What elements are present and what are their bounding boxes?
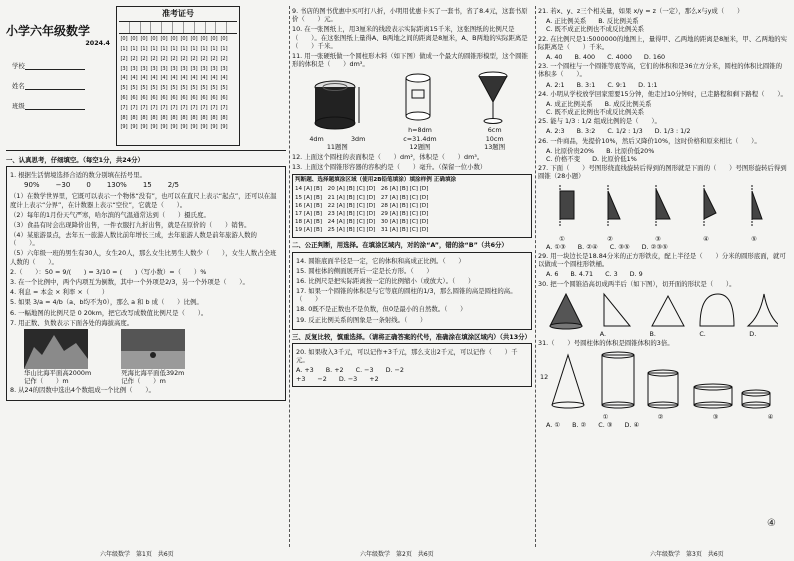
- ticket-digit-bubble[interactable]: [2]: [170, 55, 178, 62]
- question-17: 17. 如果一个圆锥的体积是与它等底的圆柱的1/3，那么圆锥的高是圆柱的高。（ ）: [296, 287, 517, 304]
- ticket-digit-row[interactable]: [119, 94, 237, 104]
- q31-marks: ① ② ③ ④: [602, 413, 774, 422]
- ticket-digit-bubble[interactable]: [6]: [190, 95, 198, 102]
- ticket-digit-bubble[interactable]: [0]: [160, 36, 168, 43]
- question-19: 19. 反正比例关系的图象是一条射线。（ ）: [296, 315, 427, 324]
- dim-4dm: 4dm: [309, 134, 324, 143]
- ticket-digit-bubble[interactable]: [3]: [150, 65, 158, 72]
- ticket-digit-bubble[interactable]: [6]: [210, 95, 218, 102]
- ticket-digit-bubble[interactable]: [1]: [180, 46, 188, 53]
- ticket-digit-bubble[interactable]: [6]: [150, 95, 158, 102]
- ticket-digit-bubble[interactable]: [8]: [140, 114, 148, 121]
- cone-glass-figure: [475, 70, 515, 126]
- name-label: 姓名: [12, 81, 25, 90]
- question-1-2: （2）每年的1月份天气严寒，哈尔滨的气温通常达到（ ）摄氏度。: [10, 210, 210, 219]
- q20-options: A. +3 B. +2 C. −3 D. −2: [296, 366, 404, 375]
- dead-sea-record: 记作（ ）m: [121, 377, 166, 386]
- column-divider-1: [289, 6, 290, 547]
- question-1-4: （4）某旅游景点，去年五一旅游人数比前年增长三成，去年旅游人数是前年旅游人数的（ ）。: [10, 231, 257, 248]
- question-20: 20. 如果收入3千元，可以记作+3千元，那么支出2千元，可以记作（ ）千元。: [296, 348, 518, 365]
- section-3-heading: 三、反复比较，慎重选择。（请将正确答案的代号，准确涂在填涂区域内）（共13分）: [292, 332, 531, 341]
- ticket-digit-bubble[interactable]: [0]: [170, 36, 178, 43]
- footer-page-1: 六年级数学 第1页 共6页: [100, 551, 174, 559]
- ticket-digit-bubble[interactable]: [1]: [130, 46, 138, 53]
- ticket-digit-bubble[interactable]: [5]: [190, 85, 198, 92]
- column-1: [6, 6, 286, 547]
- question-31: 31.（ ）号圆柱体的体积是圆锥体积的3倍。: [538, 338, 674, 347]
- ticket-digit-bubble[interactable]: [1]: [140, 46, 148, 53]
- question-26: 26. 一件商品，先提价10%，然后又降价10%，这时价格和原来相比（ ）。: [538, 136, 761, 145]
- answer-row[interactable]: 15 [A] [B] 21 [A] [B] [C] [D] 27 [A] [B] [C] [D]: [295, 194, 429, 201]
- ticket-digit-row[interactable]: [119, 55, 237, 65]
- ticket-digit-bubble[interactable]: [0]: [200, 36, 208, 43]
- question-2: 2.（ ）：50 = 9/( ) = 3/10 = ( )（写小数）=（ ）%: [10, 267, 207, 276]
- question-1-1: （1）在数学世界里，它既可以表示一个物体“没有”，也可以在直尺上表示“起点”，还可以在温度计上表示“分界”，在计数器上表示“空位”，它就是（ ）。: [10, 192, 277, 209]
- question-29: 29. 用一块边长是18.84分米的正方形铁皮，配上半径是（ ）分米的圆形底面，就可以做成一个圆柱形铁桶。: [538, 251, 786, 269]
- ticket-digit-bubble[interactable]: [4]: [130, 75, 138, 82]
- answer-row[interactable]: 14 [A] [B] 20 [A] [B] [C] [D] 26 [A] [B] [C] [D]: [295, 186, 429, 193]
- ticket-digit-bubble[interactable]: [8]: [130, 114, 138, 121]
- ticket-digit-bubble[interactable]: [0]: [120, 36, 128, 43]
- school-input[interactable]: [25, 63, 85, 70]
- ticket-digit-bubble[interactable]: [2]: [130, 55, 138, 62]
- answer-row[interactable]: 18 [A] [B] 24 [A] [B] [C] [D] 30 [A] [B] [C] [D]: [295, 219, 429, 226]
- ticket-digit-bubble[interactable]: [3]: [140, 65, 148, 72]
- ticket-digit-bubble[interactable]: [8]: [190, 114, 198, 121]
- figures-11-13: [292, 70, 532, 151]
- ticket-digit-bubble[interactable]: [0]: [150, 36, 158, 43]
- q23-options: A. 2:1 B. 3:1 C. 9:1 D. 1:1: [546, 80, 658, 89]
- class-input[interactable]: [25, 103, 85, 110]
- ticket-digit-bubble[interactable]: [6]: [200, 95, 208, 102]
- ticket-digit-bubble[interactable]: [7]: [140, 104, 148, 111]
- cone-cut-options-figure: [538, 290, 778, 330]
- class-label: 班级: [12, 101, 25, 110]
- ticket-digit-bubble[interactable]: [2]: [210, 55, 218, 62]
- name-input[interactable]: [25, 83, 85, 90]
- ticket-digit-bubble[interactable]: [5]: [180, 85, 188, 92]
- ticket-digit-bubble[interactable]: [9]: [160, 124, 168, 131]
- question-12: 12. 上面这个圆柱的表面积是（ ）dm²，体积是（ ）dm³。: [292, 152, 484, 161]
- dim-10cm: 10cm: [485, 134, 504, 143]
- ticket-digit-bubble[interactable]: [8]: [150, 114, 158, 121]
- answer-row[interactable]: 17 [A] [B] 23 [A] [B] [C] [D] 29 [A] [B] [C] [D]: [295, 210, 429, 217]
- ticket-digit-bubble[interactable]: [5]: [220, 85, 228, 92]
- question-16: 16. 比例尺是把实际距离按一定的比例缩小（或放大）。（ ）: [296, 276, 475, 285]
- ticket-digit-bubble[interactable]: [8]: [120, 114, 128, 121]
- ticket-digit-bubble[interactable]: [5]: [120, 85, 128, 92]
- dim-6cm: 6cm: [487, 126, 502, 135]
- ticket-digit-bubble[interactable]: [9]: [170, 124, 178, 131]
- section-1-heading: 一、认真思考，仔细填空。（每空1分，共24分）: [6, 156, 144, 164]
- question-8: 8. 从24的因数中选出4个数组成一个比例（ ）。: [10, 386, 155, 395]
- q24-options: A. 成正比例关系 B. 成反比例关系 C. 既不成正比例也不成反比例关系: [546, 99, 652, 117]
- ticket-digit-row[interactable]: [119, 84, 237, 94]
- footer-page-3: 六年级数学 第3页 共6页: [650, 551, 724, 559]
- ticket-digit-bubble[interactable]: [4]: [140, 75, 148, 82]
- question-1-3: （3）食品有时会出现降价出售，一件衣服打九折出售，就是在原价的（ ）销售。: [10, 220, 251, 229]
- ticket-digit-bubble[interactable]: [4]: [190, 75, 198, 82]
- ticket-digit-bubble[interactable]: [9]: [210, 124, 218, 131]
- ticket-digit-bubble[interactable]: [0]: [220, 36, 228, 43]
- ticket-digit-bubble[interactable]: [9]: [200, 124, 208, 131]
- ticket-digit-bubble[interactable]: [5]: [140, 85, 148, 92]
- answer-row[interactable]: 19 [A] [B] 25 [A] [B] [C] [D] 31 [A] [B] [C] [D]: [295, 227, 429, 234]
- ticket-digit-bubble[interactable]: [1]: [200, 46, 208, 53]
- ticket-digit-bubble[interactable]: [4]: [170, 75, 178, 82]
- dead-sea-caption: 死海比海平面低392m: [121, 368, 185, 377]
- ticket-digit-bubble[interactable]: [1]: [150, 46, 158, 53]
- huashan-photo: [24, 329, 88, 369]
- question-14: 14. 圆锥底面半径是一定，它的体积和高成正比例。（ ）: [296, 256, 465, 265]
- question-5: 5. 如果 3/a = 4/b（a、b均不为0），那么 a 和 b 成（ ）比例。: [10, 298, 203, 307]
- cylinders-cone-figure: [538, 349, 778, 413]
- question-4: 4. 利息 = 本金 × 利率 ×（ ）: [10, 288, 109, 297]
- huashan-caption: 华山比海平面高2000m: [24, 368, 92, 377]
- column-2: [292, 6, 532, 547]
- ticket-digit-bubble[interactable]: [4]: [150, 75, 158, 82]
- ticket-digit-bubble[interactable]: [8]: [220, 114, 228, 121]
- question-27: 27. 下面（ ）号图形绕直线旋转后得到的图形就是下面的（ ）号图形旋转后得到圆锥（28小题）: [538, 164, 787, 181]
- ticket-digit-bubble[interactable]: [7]: [150, 104, 158, 111]
- ticket-digit-bubble[interactable]: [3]: [200, 65, 208, 72]
- ticket-digit-bubble[interactable]: [1]: [210, 46, 218, 53]
- ticket-digit-bubble[interactable]: [1]: [190, 46, 198, 53]
- question-7: 7. 用正数、负数表示下面各处的海拔高度。: [10, 318, 134, 327]
- footer-page-2: 六年级数学 第2页 共6页: [360, 551, 434, 559]
- question-10: 10. 在一张图纸上，用3厘米的线段表示实际距离15千米，这张图纸的比例尺是（ ）。在这张图纸上量得A、B两地之间的距离是8厘米，A、B两地的实际距离是（ ）千米。: [292, 25, 528, 50]
- ticket-digit-bubble[interactable]: [3]: [130, 65, 138, 72]
- q30-options: A. B. C. D.: [599, 329, 757, 338]
- question-15: 15. 圆柱体的侧面展开后一定是长方形。（ ）: [296, 266, 433, 275]
- question-22: 22. 在比例尺是1:5000000的地图上，量得甲、乙两地的距离是8厘米，甲、乙两地的实际距离是（ ）千米。: [538, 34, 788, 51]
- ticket-digit-bubble[interactable]: [2]: [220, 55, 228, 62]
- q29-options: A. 6 B. 4.71 C. 3 D. 9: [546, 270, 643, 279]
- ticket-digit-bubble[interactable]: [6]: [170, 95, 178, 102]
- question-30: 30. 把一个圆锥沿高切成两半后（如下图），切开面的形状是（ ）。: [538, 279, 736, 288]
- ticket-digit-bubble[interactable]: [0]: [180, 36, 188, 43]
- ticket-digit-bubble[interactable]: [0]: [210, 36, 218, 43]
- ticket-digit-bubble[interactable]: [7]: [190, 104, 198, 111]
- ticket-digit-bubble[interactable]: [1]: [160, 46, 168, 53]
- ticket-digit-bubble[interactable]: [5]: [210, 85, 218, 92]
- ticket-digit-bubble[interactable]: [4]: [180, 75, 188, 82]
- huashan-record: 记作（ ）m: [24, 377, 69, 386]
- ticket-digit-bubble[interactable]: [6]: [220, 95, 228, 102]
- ticket-digit-bubble[interactable]: [6]: [160, 95, 168, 102]
- question-21: 21. 若x、y、z三个相关量，如果 x/y = z（一定），那么x与y成（ ）: [538, 7, 744, 15]
- column-3: 21. 若x、y、z三个相关量，如果 x/y = z（一定），那么x与y成（ ） A. 正比例关系 B. 反比例关系 C. 既不成正比例也不成反比例关系 22. 在比例尺是1:5000000的地图上，量得甲、乙两地的距离是8厘米，甲、乙两地的实际距离是（ ）千米。 A. 40 B. 400 C. 4000 D. 160 23. 一个圆柱与一个圆锥等底等高，它们的体积和是36立方分米，圆柱的体积比圆锥的体积多（ ）。 A. 2:1 B. 3:1 C. 9:1 D. 1:1 24. 小明从学校放学回家需要15分钟，他走过10分钟时，已走路程和剩下路程（ ）。 A. 成正比例关系 B. 成反比例关系 C. 既不成正比例也不成反比例关系 25. 能与 1/3 : 1/2 组成比例的是（ ）。 A. 2:3 B. 3:2 C. 1/2 : 1/3 D. 1/3 : 1/2 26. 一件商品，先提价10%，然后又降价10%，这时价格和原来相比（ ）。 A. 比原价贵20% B. 比原价低20% C. 价格不变 D. 比原价低1% 27. 下面（ ）号图形绕直线旋转后得到的图形就是下面的（ ）号图形旋转后得到圆锥（28小题） ① ② ③ ④ ⑤ A. ①③ B. ②④ C. ③⑤ D. ②③⑤ 29. 用一块边长是18.84分米的正方形铁皮，配上半径是（ ）分米的圆形底面，就可以做成一个圆柱形铁桶。 A. 6 B. 4.71 C. 3 D. 9 30. 把一个圆锥沿高切成两半后（如下图），切开面的形状是（ ）。 A. B. C. D. 31.（ ）号圆柱体的体积是圆锥体积的3倍。 12 ① ② ③ ④ A. ① B. ② C. ③ D. ④: [538, 6, 788, 547]
- ticket-digit-bubble[interactable]: [3]: [190, 65, 198, 72]
- ticket-number-grid[interactable]: [116, 6, 240, 146]
- ticket-digit-bubble[interactable]: [9]: [130, 124, 138, 131]
- question-13: 13. 上面这个圆锥形容器的容积约是（ ）毫升。（保留一位小数）: [292, 163, 487, 172]
- fig-13-caption: 13题图: [484, 142, 506, 151]
- ticket-digit-bubble[interactable]: [1]: [220, 46, 228, 53]
- ticket-digit-bubble[interactable]: [2]: [140, 55, 148, 62]
- question-1: 1. 根据生活情境选择合适的数分别填在括号里。: [10, 171, 146, 180]
- q31-options: A. ① B. ② C. ③ D. ④: [546, 421, 640, 430]
- ticket-digit-bubble[interactable]: [7]: [200, 104, 208, 111]
- ticket-digit-bubble[interactable]: [3]: [170, 65, 178, 72]
- exam-date: 2024.4: [85, 39, 110, 48]
- ticket-label: 准考证号: [119, 9, 237, 22]
- ticket-digit-row[interactable]: [119, 123, 237, 133]
- ticket-digit-bubble[interactable]: [9]: [220, 124, 228, 131]
- ticket-digit-bubble[interactable]: [4]: [160, 75, 168, 82]
- q21-options: A. 正比例关系 B. 反比例关系 C. 既不成正比例也不成反比例关系: [546, 17, 644, 34]
- dim-8dm: h=8dm: [408, 126, 432, 135]
- ticket-digit-bubble[interactable]: [5]: [130, 85, 138, 92]
- ticket-digit-bubble[interactable]: [2]: [160, 55, 168, 62]
- ticket-digit-bubble[interactable]: [9]: [180, 124, 188, 131]
- ticket-digit-bubble[interactable]: [7]: [130, 104, 138, 111]
- dead-sea-photo: [121, 329, 185, 369]
- ticket-digit-bubble[interactable]: [2]: [120, 55, 128, 62]
- ticket-digit-bubble[interactable]: [8]: [160, 114, 168, 121]
- ticket-digit-bubble[interactable]: [6]: [180, 95, 188, 102]
- question-11: 11. 用一张硬纸做一个圆柱形木料（如下图）做成一个最大的圆锥形模型，这个圆锥形的体积是（ ）dm³。: [292, 51, 528, 69]
- q27-marks: ① ② ③ ④ ⑤: [559, 234, 757, 243]
- ticket-digit-bubble[interactable]: [1]: [120, 46, 128, 53]
- ticket-digit-bubble[interactable]: [5]: [150, 85, 158, 92]
- page-mark: ④: [767, 518, 776, 530]
- question-9: 9. 书店的图书优惠中买可打八折，小明用优惠卡买了一套书，省了8.4元，这套书原价（ ）元。: [292, 7, 528, 24]
- ticket-digit-bubble[interactable]: [2]: [150, 55, 158, 62]
- question-3: 3. 在一个比例中，两个内项互为倒数，其中一个外项是2/3，另一个外项是（ ）。: [10, 278, 249, 287]
- q22-options: A. 40 B. 400 C. 4000 D. 160: [546, 52, 666, 61]
- question-6: 6. 一幅地图的比例尺是 0 20km，把它改写成数值比例尺是（ ）。: [10, 308, 208, 317]
- section-2-heading: 二、公正判断，用选择。在填涂区域内，对的涂“A”，错的涂“B”（共6分）: [292, 241, 508, 250]
- ticket-digit-row[interactable]: [119, 74, 237, 84]
- ticket-digit-bubbles[interactable]: [119, 34, 237, 133]
- ticket-digit-bubble[interactable]: [7]: [170, 104, 178, 111]
- answer-bubble-area[interactable]: [292, 174, 532, 238]
- ticket-digit-bubble[interactable]: [6]: [130, 95, 138, 102]
- ticket-digit-bubble[interactable]: [3]: [210, 65, 218, 72]
- ticket-digit-bubble[interactable]: [8]: [180, 114, 188, 121]
- ticket-digit-bubble[interactable]: [6]: [140, 95, 148, 102]
- q1-number-list: 90% −30 0 130% 15 2/5: [24, 181, 180, 190]
- ticket-digit-bubble[interactable]: [2]: [200, 55, 208, 62]
- q25-options: A. 2:3 B. 3:2 C. 1/2 : 1/3 D. 1/3 : 1/2: [546, 127, 691, 136]
- ticket-digit-bubble[interactable]: [9]: [150, 124, 158, 131]
- answer-area-title: 判断题、选择题填涂区域（使用2B铅笔填涂）填涂样例 正确填涂: [295, 177, 457, 184]
- ticket-digit-bubble[interactable]: [2]: [190, 55, 198, 62]
- cylinder-figure: [400, 70, 440, 126]
- exam-title: 小学六年级数学: [6, 24, 91, 38]
- ticket-digit-row[interactable]: [119, 114, 237, 124]
- ticket-digit-bubble[interactable]: [0]: [130, 36, 138, 43]
- question-23: 23. 一个圆柱与一个圆锥等底等高，它们的体积和是36立方分米，圆柱的体积比圆锥的体积多（ ）。: [538, 62, 782, 79]
- ticket-digit-bubble[interactable]: [7]: [180, 104, 188, 111]
- answer-row[interactable]: 16 [A] [B] 22 [A] [B] [C] [D] 28 [A] [B] [C] [D]: [295, 202, 429, 209]
- ticket-digit-bubble[interactable]: [3]: [120, 65, 128, 72]
- dim-3dm: 3dm: [350, 134, 366, 143]
- ticket-digit-bubble[interactable]: [5]: [200, 85, 208, 92]
- ticket-digit-bubble[interactable]: [1]: [170, 46, 178, 53]
- ticket-digit-bubble[interactable]: [8]: [170, 114, 178, 121]
- ticket-digit-bubble[interactable]: [7]: [210, 104, 218, 111]
- ticket-digit-bubble[interactable]: [3]: [220, 65, 228, 72]
- ticket-digit-row[interactable]: [119, 45, 237, 55]
- dim-c: c=31.4dm: [403, 134, 437, 143]
- ticket-digit-bubble[interactable]: [9]: [190, 124, 198, 131]
- ticket-digit-bubble[interactable]: [4]: [220, 75, 228, 82]
- ticket-digit-bubble[interactable]: [4]: [200, 75, 208, 82]
- q28-options: A. ①③ B. ②④ C. ③⑤ D. ②③⑤: [546, 242, 668, 251]
- cylinder-log-figure: [309, 79, 365, 135]
- ticket-digit-bubble[interactable]: [0]: [190, 36, 198, 43]
- q20-options-2: +3 −2 D. −3 +2: [296, 374, 379, 383]
- ticket-digit-bubble[interactable]: [2]: [180, 55, 188, 62]
- ticket-digit-row[interactable]: [119, 65, 237, 75]
- ticket-digit-row[interactable]: [119, 35, 237, 45]
- school-label: 学校: [12, 61, 25, 70]
- ticket-digit-bubble[interactable]: [0]: [140, 36, 148, 43]
- ticket-digit-bubble[interactable]: [5]: [160, 85, 168, 92]
- question-18: 18. 0既不是正数也不是负数，但0是最小的自然数。（ ）: [296, 305, 467, 314]
- rotation-shapes-figure: [538, 183, 778, 235]
- ticket-digit-bubble[interactable]: [9]: [140, 124, 148, 131]
- ticket-digit-bubble[interactable]: [7]: [160, 104, 168, 111]
- ticket-digit-bubble[interactable]: [3]: [160, 65, 168, 72]
- ticket-digit-bubble[interactable]: [7]: [220, 104, 228, 111]
- ticket-digit-bubble[interactable]: [6]: [120, 95, 128, 102]
- ticket-digit-bubble[interactable]: [9]: [120, 124, 128, 131]
- q26-options: A. 比原价贵20% B. 比原价低20% C. 价格不变 D. 比原价低1%: [546, 146, 655, 163]
- ticket-digit-bubble[interactable]: [5]: [170, 85, 178, 92]
- question-25: 25. 能与 1/3 : 1/2 组成比例的是（ ）。: [538, 117, 661, 126]
- ticket-digit-bubble[interactable]: [7]: [120, 104, 128, 111]
- question-24: 24. 小明从学校放学回家需要15分钟，他走过10分钟时，已走路程和剩下路程（ ）。: [538, 89, 787, 98]
- ticket-digit-bubble[interactable]: [8]: [200, 114, 208, 121]
- fig-11-caption: 11题图: [326, 142, 348, 151]
- ticket-digit-bubble[interactable]: [4]: [210, 75, 218, 82]
- column-divider-2: [535, 6, 536, 547]
- fig-12-caption: 12题图: [409, 142, 431, 151]
- ticket-digit-bubble[interactable]: [4]: [120, 75, 128, 82]
- ticket-digit-bubble[interactable]: [8]: [210, 114, 218, 121]
- ticket-digit-bubble[interactable]: [3]: [180, 65, 188, 72]
- ticket-digit-row[interactable]: [119, 104, 237, 114]
- question-1-5: （5）六年级一班的男生有30人，女生20人，那么女生比男生人数少（ ），女生人数占全班人数的（ ）。: [10, 249, 277, 266]
